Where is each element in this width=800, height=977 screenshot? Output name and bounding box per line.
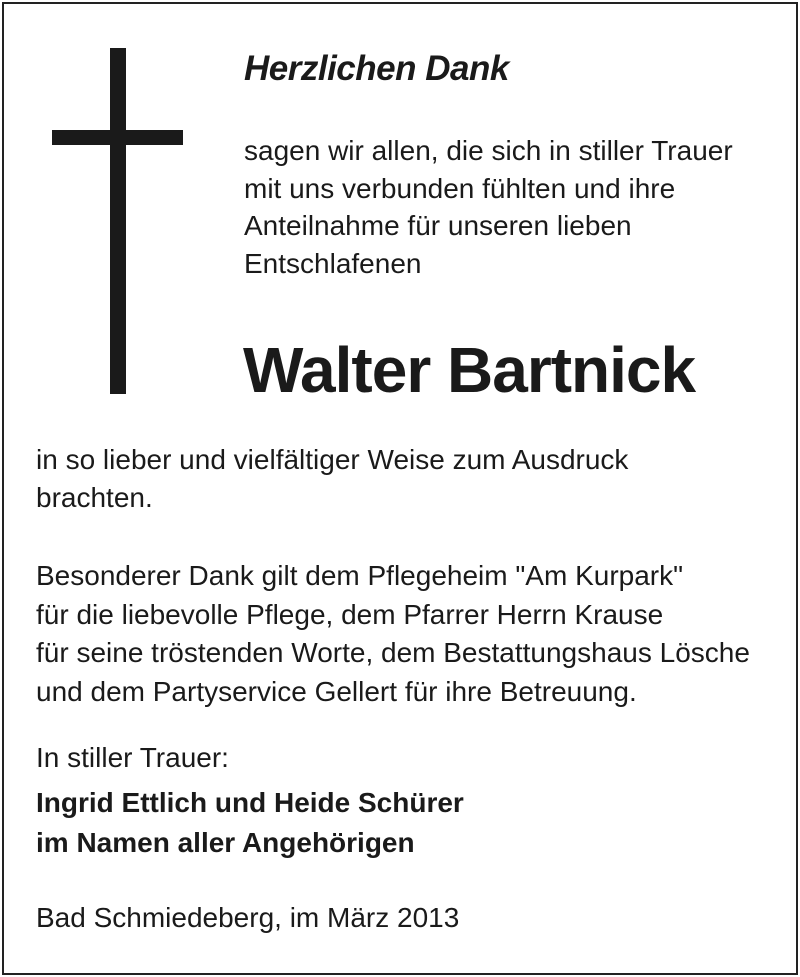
body-text [36,441,628,516]
thanks-line: für seine tröstenden Worte, dem Bestattungshaus Lösche [36,637,750,668]
notice-heading: Herzlichen Dank [244,49,509,88]
place-date: Bad Schmiedeberg, im März 2013 [36,902,460,933]
mourning-label: In stiller Trauer: [36,742,229,773]
intro-line: Anteilnahme für unseren lieben [244,210,632,241]
deceased-name: Walter Bartnick [243,334,696,406]
obituary-notice [2,2,798,975]
signature-line: im Namen aller Angehörigen [36,827,415,858]
thanks-line: für die liebevolle Pflege, dem Pfarrer Herrn Krause [36,598,664,630]
thanks-line: Besonderer Dank gilt dem Pflegeheim "Am Kurpark" [36,560,684,591]
thanks-text [36,557,750,711]
thanks-line: und dem Partyservice Gellert für ihre Betreuung. [36,675,637,707]
intro-line: mit uns verbunden fühlten und ihre [244,172,676,204]
signature [36,783,464,863]
body-line: in so lieber und vielfältiger Weise zum Ausdruck [36,444,629,475]
intro-text [244,132,733,282]
intro-line: Entschlafenen [244,247,422,279]
signature-line: Ingrid Ettlich und Heide Schürer [36,787,464,818]
cross-vertical-bar [110,48,126,394]
body-line: brachten. [36,481,153,513]
intro-line: sagen wir allen, die sich in stiller Trauer [244,135,733,166]
cross-horizontal-bar [52,130,183,145]
